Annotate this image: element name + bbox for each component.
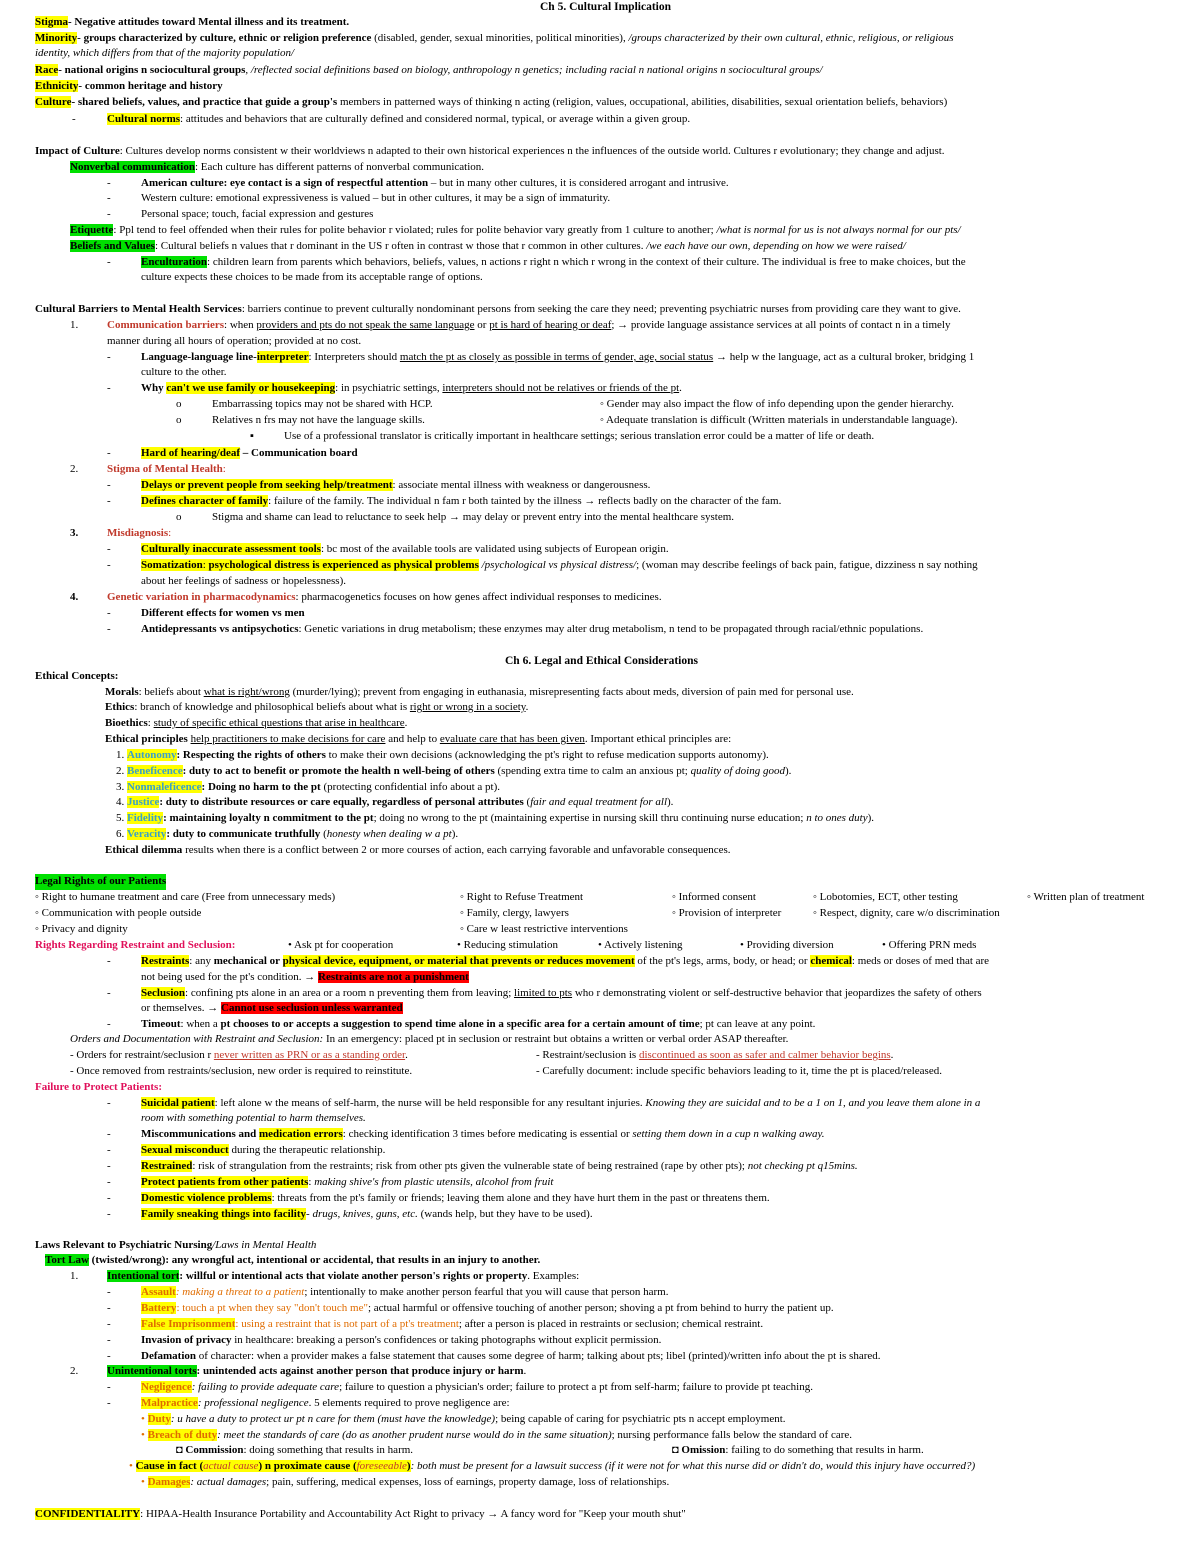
family-housekeeping-item: Why can't we use family or housekeeping: in psychiatric settings, interpreters should not be relatives or friends of the pt. — [141, 382, 682, 394]
professional-translator: Use of a professional translator is critically important in healthcare settings; serious translation error could be a matter of life or death. — [284, 430, 875, 442]
malpractice: Malpractice: professional negligence. 5 elements required to prove negligence are: — [141, 1397, 510, 1409]
orders-documentation: Orders and Documentation with Restraint and Seclusion: In an emergency: placed pt in seclusion or restraint but obtains a written or verbal order ASAP thereafter. — [70, 1033, 789, 1045]
laws-heading: Laws Relevant to Psychiatric Nursing/Laws in Mental Health — [35, 1239, 317, 1251]
gender-impact: ◦ Gender may also impact the flow of info depending upon the gender hierarchy. — [600, 398, 954, 410]
principle-veracity: 6. Veracity: duty to communicate truthfully (honesty when dealing w a pt). — [116, 828, 459, 840]
tort-defamation: Defamation of character: when a provider makes a false statement that causes some degree of harm; talking about pts; libel (printed)/written info about the pt is shared. — [141, 1350, 881, 1362]
right-refuse: ◦ Right to Refuse Treatment — [460, 891, 584, 903]
tort-assault: Assault: making a threat to a patient; intentionally to make another person fearful that you will cause that person harm. — [141, 1286, 669, 1298]
commission: ◘ Commission: doing something that results in harm. — [176, 1444, 414, 1456]
bullet-dash: - — [107, 1144, 111, 1156]
square-bullet: ▪ — [250, 430, 254, 442]
inaccurate-tools: Culturally inaccurate assessment tools: bc most of the available tools are validated using subjects of European origin. — [141, 543, 669, 555]
embarrassing-topics: Embarrassing topics may not be shared with HCP. — [212, 398, 433, 410]
adequate-translation: ◦ Adequate translation is difficult (Written materials in understandable language). — [600, 414, 958, 426]
chapter-6-title: Ch 6. Legal and Ethical Considerations — [505, 655, 698, 667]
tort-battery: Battery: touch a pt when they say "don't touch me"; actual harmful or offensive touching of another person; shoving a pt from behind to hurry the patient up. — [141, 1302, 834, 1314]
bullet-dash: - — [107, 495, 111, 507]
failure-heading: Failure to Protect Patients: — [35, 1081, 162, 1093]
right-family: ◦ Family, clergy, lawyers — [460, 907, 569, 919]
antidepressants: Antidepressants vs antipsychotics: Genetic variations in drug metabolism; these enzymes may alter drug metabolism, n tend to be propagated through racial/ethnic populations. — [141, 623, 924, 635]
bioethics: Bioethics: study of specific ethical questions that arise in healthcare. — [105, 717, 408, 729]
principle-autonomy: 1. Autonomy: Respecting the rights of others to make their own decisions (acknowledging the pt's right to refuse medication supports autonomy). — [116, 749, 769, 761]
enculturation: Enculturation: children learn from parents which behaviors, beliefs, values, n actions r right n which r wrong in the context of their culture. The individual is free to make choices, but the — [141, 256, 966, 268]
right-respect: ◦ Respect, dignity, care w/o discrimination — [813, 907, 1000, 919]
right-lobotomies: ◦ Lobotomies, ECT, other testing — [813, 891, 958, 903]
tort-law: Tort Law (twisted/wrong): any wrongful act, intentional or accidental, that results in an injury to another. — [45, 1254, 541, 1266]
bullet-dash: - — [107, 1176, 111, 1188]
list-number: 1. — [70, 319, 79, 331]
right-communication: ◦ Communication with people outside — [35, 907, 202, 919]
negligence: Negligence: failing to provide adequate care; failure to question a physician's order; failure to protect a pt from self-harm; failure to provide pt teaching. — [141, 1381, 813, 1393]
ethical-principles: Ethical principles help practitioners to make decisions for care and help to evaluate care that has been given. Important ethical principles are: — [105, 733, 732, 745]
bullet-dash: - — [107, 623, 111, 635]
bullet-dash: - — [107, 1318, 111, 1330]
personal-space: Personal space; touch, facial expression and gestures — [141, 208, 374, 220]
relatives-skills: Relatives n frs may not have the language skills. — [212, 414, 425, 426]
stigma-shame: Stigma and shame can lead to reluctance to seek help → may delay or prevent entry into the mental healthcare system. — [212, 511, 735, 523]
minority-definition: Minority- groups characterized by culture, ethnic or religion preference (disabled, gender, sexual minorities, political minorities), /groups characterized by their own cultural, ethnic, religious, or religious — [35, 32, 954, 44]
culture-definition: Culture- shared beliefs, values, and practice that guide a group's members in patterned ways of thinking n acting (religion, values, occupational, abilities, disabilities, sexual orientation beliefs, behaviors) — [35, 96, 948, 108]
genetic-variation: Genetic variation in pharmacodynamics: pharmacogenetics focuses on how genes affect individual responses to medicines. — [107, 591, 662, 603]
bullet-dash: - — [107, 382, 111, 394]
bullet-dash: - — [107, 1128, 111, 1140]
element-duty: • Duty: u have a duty to protect ur pt n care for them (must have the knowledge); being capable of caring for psychiatric pts n accept employment. — [141, 1413, 786, 1425]
orders-new-order: - Once removed from restraints/seclusion, new order is required to reinstitute. — [70, 1065, 413, 1077]
failure-suicidal-cont: room with something potential to harm themselves. — [141, 1112, 366, 1124]
confidentiality: CONFIDENTIALITY: HIPAA-Health Insurance Portability and Accountability Act Right to privacy → A fancy word for "Keep your mouth shut" — [35, 1508, 686, 1520]
intentional-tort: Intentional tort: willful or intentional acts that violate another person's rights or property. Examples: — [107, 1270, 580, 1282]
right-interpreter: ◦ Provision of interpreter — [672, 907, 782, 919]
minority-definition-cont: identity, which differs from that of the majority population/ — [35, 47, 294, 59]
restraints-cont: not being used for the pt's condition. → Restraints are not a punishment — [141, 971, 469, 983]
bullet-dash: - — [107, 351, 111, 363]
restraint-option: • Reducing stimulation — [457, 939, 559, 951]
nonverbal-communication: Nonverbal communication: Each culture has different patterns of nonverbal communication. — [70, 161, 485, 173]
bullet-dash: - — [107, 1350, 111, 1362]
ethics: Ethics: branch of knowledge and philosophical beliefs about what is right or wrong in a society. — [105, 701, 529, 713]
interpreter-item-cont: culture to the other. — [141, 366, 227, 378]
bullet-dash: - — [107, 559, 111, 571]
timeout: Timeout: when a pt chooses to or accepts a suggestion to spend time alone in a specific area for a certain amount of time; pt can leave at any point. — [141, 1018, 816, 1030]
list-number: 3. — [70, 527, 79, 539]
restraints: Restraints: any mechanical or physical device, equipment, or material that prevents or reduces movement of the pt's legs, arms, body, or head; or chemical: meds or doses of med that are — [141, 955, 990, 967]
seclusion-cont: or themselves. → Cannot use seclusion unless warranted — [141, 1002, 403, 1014]
list-number: 2. — [70, 463, 79, 475]
misdiagnosis: Misdiagnosis: — [107, 527, 172, 539]
bullet-dash: - — [107, 1097, 111, 1109]
bullet-dash: - — [107, 1334, 111, 1346]
orders-document: - Carefully document: include specific behaviors leading to it, time the pt is placed/released. — [536, 1065, 942, 1077]
principle-nonmaleficence: 3. Nonmaleficence: Doing no harm to the pt (protecting confidential info about a pt). — [116, 781, 501, 793]
communication-barriers: Communication barriers: when providers and pts do not speak the same language or pt is hard of hearing or deaf; → provide language assistance services at all points of contact n in a timely — [107, 319, 951, 331]
morals: Morals: beliefs about what is right/wrong (murder/lying); prevent from engaging in euthanasia, misrepresenting facts about meds, diversion of pain med for personal use. — [105, 686, 854, 698]
legal-rights-heading: Legal Rights of our Patients — [35, 874, 166, 890]
omission: ◘ Omission: failing to do something that results in harm. — [672, 1444, 924, 1456]
restraint-option: • Ask pt for cooperation — [288, 939, 394, 951]
list-number: 2. — [70, 1365, 79, 1377]
element-damages: • Damages: actual damages; pain, suffering, medical expenses, loss of earnings, property damage, loss of relationships. — [141, 1476, 670, 1488]
orders-discontinued: - Restraint/seclusion is discontinued as soon as safer and calmer behavior begins. — [536, 1049, 894, 1061]
element-breach: • Breach of duty: meet the standards of care (do as another prudent nurse would do in the same situation); nursing performance falls below the standard of care. — [141, 1429, 853, 1441]
impact-of-culture: Impact of Culture: Cultures develop norms consistent w their worldviews n adapted to their own historical experiences n the influences of the outside world. Cultures r evolutionary; they change and adjust. — [35, 145, 945, 157]
tort-false-imprisonment: False Imprisonment: using a restraint that is not part of a pt's treatment; after a person is placed in restraints or seclusion; chemical restraint. — [141, 1318, 764, 1330]
principle-justice: 4. Justice: duty to distribute resources or care equally, regardless of personal attributes (fair and equal treatment for all). — [116, 796, 674, 808]
bullet-dash: - — [107, 192, 111, 204]
unintentional-torts: Unintentional torts: unintended acts against another person that produce injury or harm. — [107, 1365, 527, 1377]
bullet-dash: - — [107, 1286, 111, 1298]
failure-domestic: Domestic violence problems: threats from the pt's family or friends; leaving them alone and they have hurt them in the past or threatens them. — [141, 1192, 770, 1204]
somatization: Somatization: psychological distress is experienced as physical problems /psychological vs physical distress/; (woman may describe feelings of back pain, fatigue, dizziness n say nothing — [141, 559, 978, 571]
right-humane: ◦ Right to humane treatment and care (Free from unnecessary meds) — [35, 891, 336, 903]
western-culture: Western culture: emotional expressiveness is valued – but in other cultures, it may be a sign of immaturity. — [141, 192, 611, 204]
beliefs-and-values: Beliefs and Values: Cultural beliefs n values that r dominant in the US r often in contrast w those that r common in other cultures. /we each have our own, depending on how we were raised/ — [70, 240, 906, 252]
defines-character: Defines character of family: failure of the family. The individual n fam r both tainted by the illness → reflects badly on the character of the fam. — [141, 495, 782, 507]
bullet-dash: - — [107, 955, 111, 967]
bullet-dash: - — [107, 1160, 111, 1172]
chapter-5-title: Ch 5. Cultural Implication — [540, 1, 671, 13]
bullet-dash: - — [107, 1192, 111, 1204]
principle-beneficence: 2. Beneficence: duty to act to benefit or promote the health n well-being of others (spending extra time to calm an anxious pt; quality of doing good). — [116, 765, 792, 777]
hard-of-hearing: Hard of hearing/deaf – Communication board — [141, 447, 358, 459]
restraint-option: • Actively listening — [598, 939, 683, 951]
bullet-dash: - — [107, 256, 111, 268]
failure-miscommunication: Miscommunications and medication errors: checking identification 3 times before medicating is essential or setting them down in a cup n walking away. — [141, 1128, 825, 1140]
tort-invasion-privacy: Invasion of privacy in healthcare: breaking a person's confidences or taking photographs without explicit permission. — [141, 1334, 662, 1346]
failure-sexual-misconduct: Sexual misconduct during the therapeutic relationship. — [141, 1144, 386, 1156]
circle-bullet: o — [176, 511, 182, 523]
bullet-dash: - — [107, 607, 111, 619]
bullet-dash: - — [72, 113, 76, 125]
delays-help: Delays or prevent people from seeking help/treatment: associate mental illness with weakness or dangerousness. — [141, 479, 651, 491]
right-privacy: ◦ Privacy and dignity — [35, 923, 128, 935]
cultural-barriers: Cultural Barriers to Mental Health Services: barriers continue to prevent culturally nondominant persons from seeking the care they need; preventing psychiatric nurses from providing care they want to give. — [35, 303, 961, 315]
list-number: 1. — [70, 1270, 79, 1282]
ethical-dilemma: Ethical dilemma results when there is a conflict between 2 or more courses of action, each carrying favorable and unfavorable consequences. — [105, 844, 731, 856]
restraint-option: • Offering PRN meds — [882, 939, 977, 951]
bullet-dash: - — [107, 1302, 111, 1314]
women-vs-men: Different effects for women vs men — [141, 607, 305, 619]
failure-suicidal: Suicidal patient: left alone w the means of self-harm, the nurse will be held responsible for any resultant injuries. Knowing they are suicidal and to be a 1 on 1, and you leave them alone in a — [141, 1097, 981, 1109]
restraint-option: • Providing diversion — [740, 939, 834, 951]
etiquette: Etiquette: Ppl tend to feel offended when their rules for polite behavior r violated; rules for polite behavior vary greatly from 1 culture to another; /what is normal for us is not always normal for our pts/ — [70, 224, 961, 236]
bullet-dash: - — [107, 177, 111, 189]
circle-bullet: o — [176, 398, 182, 410]
bullet-dash: - — [107, 1018, 111, 1030]
somatization-cont: about her feelings of sadness or hopelessness). — [141, 575, 346, 587]
bullet-dash: - — [107, 479, 111, 491]
ethnicity-definition: Ethnicity- common heritage and history — [35, 80, 223, 92]
list-number: 4. — [70, 591, 79, 603]
failure-family-sneaking: Family sneaking things into facility- drugs, knives, guns, etc. (wands help, but they have to be used). — [141, 1208, 593, 1220]
bullet-dash: - — [107, 543, 111, 555]
bullet-dash: - — [107, 447, 111, 459]
failure-restrained: Restrained: risk of strangulation from the restraints; risk from other pts given the vulnerable state of being restrained (rape by other pts); not checking pt q15mins. — [141, 1160, 858, 1172]
interpreter-item: Language-language line-interpreter: Interpreters should match the pt as closely as possible in terms of gender, age, social status → help w the language, act as a cultural broker, bridging 1 — [141, 351, 975, 363]
failure-protect: Protect patients from other patients: making shive's from plastic utensils, alcohol from fruit — [141, 1176, 554, 1188]
seclusion: Seclusion: confining pts alone in an area or a room n preventing them from leaving; limited to pts who r demonstrating violent or self-destructive behavior that jeopardizes the safety of others — [141, 987, 982, 999]
orders-prn: - Orders for restraint/seclusion r never written as PRN or as a standing order. — [70, 1049, 408, 1061]
right-least-restrictive: ◦ Care w least restrictive interventions — [460, 923, 628, 935]
race-definition: Race- national origins n sociocultural groups, /reflected social definitions based on biology, anthropology n genetics; including racial n national origins n sociocultural groups/ — [35, 64, 823, 76]
bullet-dash: - — [107, 1397, 111, 1409]
bullet-dash: - — [107, 987, 111, 999]
circle-bullet: o — [176, 414, 182, 426]
enculturation-cont: culture expects these choices to be made from its acceptable range of options. — [141, 271, 483, 283]
bullet-dash: - — [107, 1381, 111, 1393]
communication-barriers-cont: manner during all hours of operation; provided at no cost. — [107, 335, 362, 347]
stigma-mental-health: Stigma of Mental Health: — [107, 463, 226, 475]
right-informed-consent: ◦ Informed consent — [672, 891, 756, 903]
bullet-dash: - — [107, 208, 111, 220]
american-culture: American culture: eye contact is a sign of respectful attention – but in many other cultures, it is considered arrogant and intrusive. — [141, 177, 729, 189]
element-cause: • Cause in fact (actual cause) n proximate cause (foreseeable): both must be present for a lawsuit success (if it were not for what this nurse did or didn't do, would this injury have occurred?) — [129, 1460, 976, 1472]
right-written-plan: ◦ Written plan of treatment — [1027, 891, 1145, 903]
stigma-definition: Stigma- Negative attitudes toward Mental illness and its treatment. — [35, 16, 350, 28]
bullet-dash: - — [107, 1208, 111, 1220]
restraint-heading: Rights Regarding Restraint and Seclusion: — [35, 939, 236, 951]
cultural-norms: Cultural norms: attitudes and behaviors that are culturally defined and considered normal, typical, or average within a given group. — [107, 113, 691, 125]
ethical-concepts-heading: Ethical Concepts: — [35, 670, 119, 682]
principle-fidelity: 5. Fidelity: maintaining loyalty n commitment to the pt; doing no wrong to the pt (maintaining expertise in nursing skill thru continuing nurse education; n to ones duty). — [116, 812, 875, 824]
